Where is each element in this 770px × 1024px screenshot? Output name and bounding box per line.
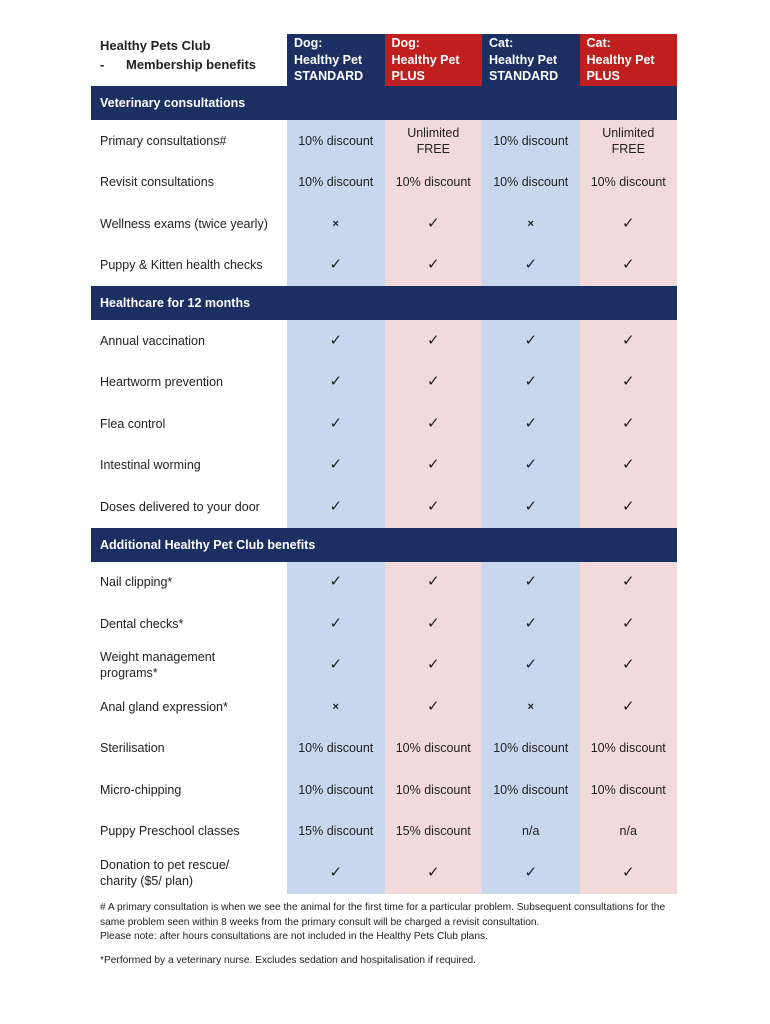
benefit-label: Heartworm prevention [100,375,223,390]
benefit-value-text: n/a [619,824,637,839]
benefit-value-cat-plus [580,769,678,811]
benefit-value-text: 10% discount [298,133,374,148]
benefit-value-dog-standard [287,403,385,445]
benefit-value-dog-plus [385,162,483,204]
check-icon: ✓ [426,331,440,349]
check-icon: ✓ [329,497,343,515]
check-icon: ✓ [426,573,440,591]
benefit-value-cat-standard [482,686,580,728]
check-icon: ✓ [426,863,440,881]
benefit-value-cat-plus [580,645,678,687]
benefit-value-text: 10% discount [590,741,666,756]
title-line-1: Healthy Pets Club [100,38,211,53]
benefit-value-cat-standard [482,852,580,894]
benefit-value-text: 10% discount [590,175,666,190]
benefit-label: Sterilisation [100,741,165,756]
check-icon: ✓ [426,497,440,515]
check-icon: ✓ [329,456,343,474]
plan-species: Dog: [391,36,420,50]
section-title: Healthcare for 12 months [91,286,677,320]
cross-icon: × [527,218,534,231]
check-icon: ✓ [621,656,635,674]
benefit-row [91,203,677,245]
benefit-value-text: 10% discount [395,741,471,756]
benefit-value-text: 10% discount [395,782,471,797]
check-icon: ✓ [329,414,343,432]
benefit-label: Dental checks* [100,616,184,631]
benefit-row [91,852,677,894]
section-header [91,528,677,562]
check-icon: ✓ [524,414,538,432]
benefit-value-cat-plus [580,728,678,770]
plan-species: Dog: [294,36,323,50]
benefit-value-cat-plus [580,562,678,604]
benefit-label: Puppy & Kitten health checks [100,258,263,273]
benefit-label: Intestinal worming [100,458,201,473]
check-icon: ✓ [426,256,440,274]
benefit-value-cat-standard [482,728,580,770]
benefit-value-dog-standard [287,120,385,162]
check-icon: ✓ [621,573,635,591]
benefit-label: Primary consultations# [100,133,227,148]
benefit-value-cat-plus [580,162,678,204]
benefit-value-dog-standard [287,769,385,811]
benefit-row [91,403,677,445]
plan-tier: STANDARD [294,69,364,83]
benefit-row [91,769,677,811]
check-icon: ✓ [524,573,538,591]
benefit-value-cat-standard [482,562,580,604]
benefit-value-dog-plus [385,120,483,162]
check-icon: ✓ [524,497,538,515]
benefit-label: Micro-chipping [100,782,182,797]
benefit-label: Puppy Preschool classes [100,824,240,839]
check-icon: ✓ [621,214,635,232]
membership-benefits-sheet [91,34,677,894]
benefit-value-cat-standard [482,403,580,445]
benefit-value-dog-standard [287,645,385,687]
benefit-row [91,686,677,728]
plan-header-row [91,34,677,86]
check-icon: ✓ [524,656,538,674]
benefit-value-text: 10% discount [590,782,666,797]
benefits-table [91,34,677,894]
benefit-value-text: 10% discount [395,175,471,190]
benefit-value-dog-plus [385,562,483,604]
benefit-value-dog-standard [287,852,385,894]
benefit-label: Revisit consultations [100,175,214,190]
plan-name: Healthy Pet [586,52,655,67]
benefit-value-cat-standard [482,603,580,645]
check-icon: ✓ [524,456,538,474]
benefit-value-cat-plus [580,403,678,445]
check-icon: ✓ [329,614,343,632]
benefit-value-dog-standard [287,686,385,728]
plan-name: Healthy Pet [391,52,460,67]
benefit-value-cat-standard [482,320,580,362]
benefit-row [91,445,677,487]
benefit-row [91,811,677,853]
footnote-primary-consultation: # A primary consultation is when we see the animal for the first time for a particular problem. Subsequent consultations for the same problem seen within 8 weeks from the primary consult will be charged a revisit consultation. [100,902,666,928]
benefit-value-cat-standard [482,162,580,204]
check-icon: ✓ [329,256,343,274]
benefit-row [91,162,677,204]
section-title: Additional Healthy Pet Club benefits [91,528,677,562]
benefit-value-text: 10% discount [493,133,569,148]
benefit-value-dog-standard [287,562,385,604]
benefit-value-dog-plus [385,686,483,728]
check-icon: ✓ [329,331,343,349]
benefit-value-dog-plus [385,486,483,528]
benefit-label: Anal gland expression* [100,699,228,714]
benefit-value-cat-plus [580,120,678,162]
benefit-label: Doses delivered to your door [100,499,260,514]
check-icon: ✓ [621,331,635,349]
benefit-value-dog-plus [385,603,483,645]
benefit-row [91,486,677,528]
benefit-value-cat-plus [580,811,678,853]
benefit-label: Nail clipping* [100,575,173,590]
check-icon: ✓ [621,414,635,432]
benefit-value-cat-plus [580,362,678,404]
footnotes [100,901,680,968]
benefit-value-text: 10% discount [493,175,569,190]
title-line-2: - Membership benefits [100,57,257,72]
check-icon: ✓ [426,697,440,715]
benefit-value-cat-standard [482,811,580,853]
plan-name: Healthy Pet [294,52,363,67]
benefit-value-dog-plus [385,728,483,770]
section-header [91,86,677,120]
benefit-value-cat-standard [482,120,580,162]
benefit-value-text: 10% discount [493,782,569,797]
benefit-value-cat-standard [482,362,580,404]
benefit-value-text: 10% discount [298,741,374,756]
benefit-row [91,562,677,604]
check-icon: ✓ [524,373,538,391]
cross-icon: × [332,218,339,231]
benefit-row [91,603,677,645]
section-title: Veterinary consultations [91,86,677,120]
benefit-value-dog-plus [385,852,483,894]
benefit-row [91,362,677,404]
benefit-value-dog-standard [287,445,385,487]
check-icon: ✓ [426,214,440,232]
cross-icon: × [527,701,534,714]
check-icon: ✓ [426,614,440,632]
benefit-label: Weight management programs* [100,650,216,681]
benefit-row [91,120,677,162]
benefit-value-cat-standard [482,445,580,487]
benefit-value-dog-standard [287,162,385,204]
benefit-value-text: Unlimited FREE [602,125,655,156]
benefit-value-dog-plus [385,362,483,404]
check-icon: ✓ [329,863,343,881]
benefit-value-cat-standard [482,486,580,528]
plan-species: Cat: [489,36,514,50]
benefit-label: Flea control [100,416,166,431]
benefit-value-cat-standard [482,245,580,287]
benefit-value-dog-plus [385,811,483,853]
check-icon: ✓ [524,863,538,881]
check-icon: ✓ [329,373,343,391]
plan-tier: PLUS [391,69,425,83]
footnote-after-hours: Please note: after hours consultations are not included in the Healthy Pets Club plans. [100,931,488,942]
benefit-value-dog-standard [287,728,385,770]
benefit-value-cat-plus [580,603,678,645]
check-icon: ✓ [621,256,635,274]
benefit-row [91,645,677,687]
plan-header-dog-plus [385,34,483,86]
benefit-row [91,728,677,770]
plan-tier: PLUS [586,69,620,83]
check-icon: ✓ [426,373,440,391]
check-icon: ✓ [621,614,635,632]
benefit-row [91,320,677,362]
benefit-value-cat-plus [580,686,678,728]
plan-name: Healthy Pet [489,52,558,67]
section-header [91,286,677,320]
check-icon: ✓ [329,656,343,674]
plan-species: Cat: [586,36,611,50]
check-icon: ✓ [329,573,343,591]
benefit-value-cat-plus [580,852,678,894]
check-icon: ✓ [621,456,635,474]
benefit-value-text: 15% discount [395,824,471,839]
check-icon: ✓ [524,331,538,349]
benefits-table-body [91,34,677,894]
benefit-label: Donation to pet rescue/ charity ($5/ plan) [100,857,230,888]
benefit-value-cat-standard [482,769,580,811]
benefit-value-dog-standard [287,811,385,853]
benefit-value-cat-plus [580,445,678,487]
footnote-nurse: *Performed by a veterinary nurse. Excludes sedation and hospitalisation if required. [100,954,477,966]
benefit-value-dog-plus [385,320,483,362]
benefit-value-dog-plus [385,645,483,687]
benefit-value-text: 10% discount [298,782,374,797]
benefit-value-text: n/a [522,824,540,839]
benefit-value-cat-plus [580,203,678,245]
benefit-value-dog-plus [385,245,483,287]
benefit-value-cat-plus [580,486,678,528]
benefit-value-text: Unlimited FREE [407,125,460,156]
benefit-value-cat-plus [580,320,678,362]
cross-icon: × [332,701,339,714]
benefit-value-dog-standard [287,245,385,287]
benefit-label: Annual vaccination [100,333,205,348]
benefit-value-dog-plus [385,203,483,245]
plan-header-cat-plus [580,34,678,86]
check-icon: ✓ [621,373,635,391]
plan-tier: STANDARD [489,69,559,83]
benefit-value-dog-standard [287,603,385,645]
benefit-label: Wellness exams (twice yearly) [100,216,268,231]
benefit-value-text: 15% discount [298,824,374,839]
benefit-value-cat-standard [482,203,580,245]
benefit-value-dog-plus [385,769,483,811]
benefit-value-text: 10% discount [493,741,569,756]
plan-header-dog-standard [287,34,385,86]
check-icon: ✓ [426,456,440,474]
check-icon: ✓ [524,256,538,274]
benefit-value-dog-plus [385,403,483,445]
benefit-value-cat-plus [580,245,678,287]
benefit-value-text: 10% discount [298,175,374,190]
benefit-value-dog-standard [287,362,385,404]
benefit-row [91,245,677,287]
benefit-value-dog-plus [385,445,483,487]
check-icon: ✓ [621,863,635,881]
benefit-value-dog-standard [287,203,385,245]
check-icon: ✓ [621,697,635,715]
benefit-value-dog-standard [287,486,385,528]
benefit-value-dog-standard [287,320,385,362]
page-title [91,34,287,86]
check-icon: ✓ [524,614,538,632]
check-icon: ✓ [426,656,440,674]
plan-header-cat-standard [482,34,580,86]
check-icon: ✓ [621,497,635,515]
check-icon: ✓ [426,414,440,432]
benefit-value-cat-standard [482,645,580,687]
